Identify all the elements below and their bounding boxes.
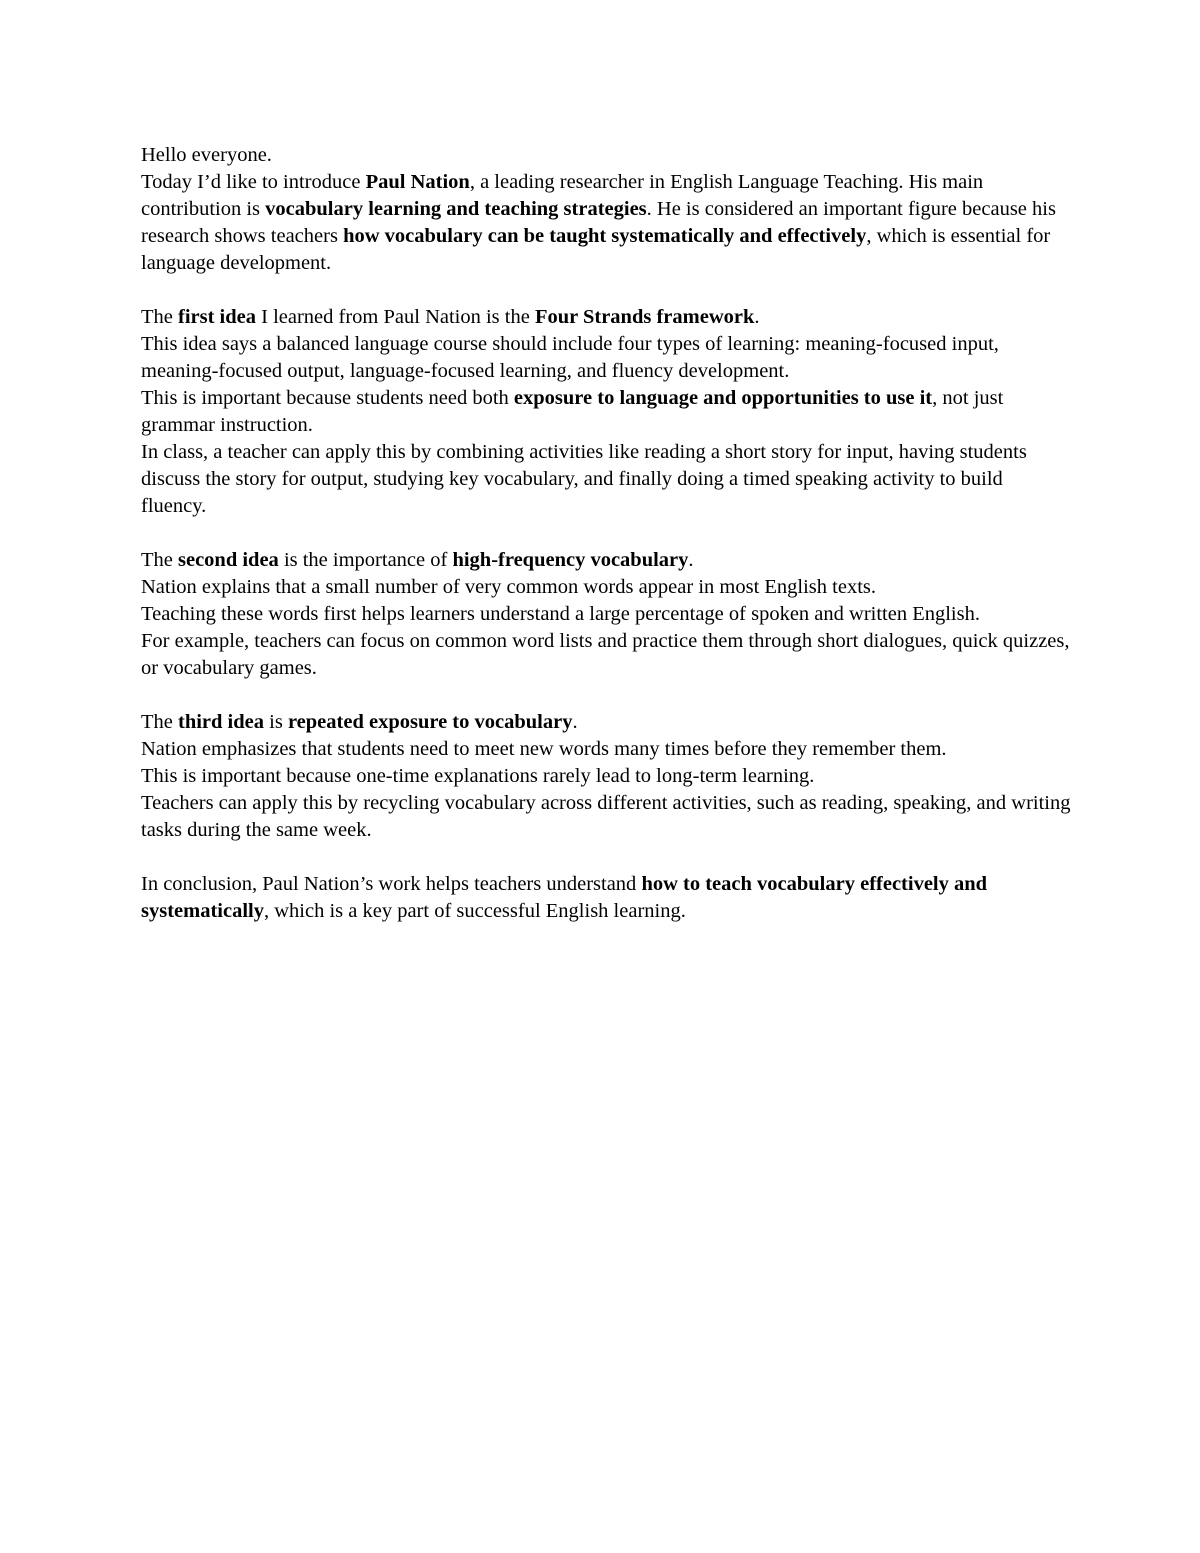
text-run: is the importance of — [278, 549, 453, 571]
bold-text: second idea — [178, 549, 279, 571]
paragraph — [141, 871, 1071, 925]
paragraph — [141, 547, 1071, 682]
text-run: Teachers can apply this by recycling vocabulary across different activities, such as reading, speaking, and writing tasks during the same week. — [141, 792, 1071, 841]
bold-text: high-frequency vocabulary — [452, 549, 689, 571]
paragraph — [141, 709, 1071, 844]
text-run: Nation emphasizes that students need to meet new words many times before they remember them. — [141, 738, 947, 760]
bold-text: how vocabulary can be taught systematically and effectively — [343, 225, 867, 247]
text-line — [141, 331, 1071, 385]
text-run: For example, teachers can focus on common word lists and practice them through short dialogues, quick quizzes, or vocabulary games. — [141, 630, 1070, 679]
text-run: , which is essential for language development. — [141, 225, 1051, 274]
bold-text: Paul Nation — [365, 171, 470, 193]
paragraph — [141, 142, 1071, 277]
text-run: This is important because students need both — [141, 387, 514, 409]
bold-text: Four Strands framework — [534, 306, 755, 328]
text-line — [141, 709, 1071, 736]
text-run: In conclusion, Paul Nation’s work helps teachers understand — [141, 873, 642, 895]
text-run: Teaching these words first helps learners understand a large percentage of spoken and written English. — [141, 603, 980, 625]
text-run: . He is considered an important figure because his research shows teachers — [141, 198, 1056, 247]
text-run: , a leading researcher in English Language Teaching. His main contribution is — [141, 171, 984, 220]
text-line — [141, 169, 1071, 277]
bold-text: repeated exposure to vocabulary — [287, 711, 573, 733]
paragraph — [141, 304, 1071, 520]
bold-text: how to teach vocabulary effectively and systematically — [141, 873, 988, 922]
text-run: This idea says a balanced language course should include four types of learning: meaning-focused input, meaning-focused output, language-focused learning, and fluency development. — [141, 333, 999, 382]
text-line — [141, 439, 1071, 520]
text-line — [141, 763, 1071, 790]
text-run: I learned from Paul Nation is the — [256, 306, 535, 328]
text-line — [141, 871, 1071, 925]
text-run: Nation explains that a small number of very common words appear in most English texts. — [141, 576, 877, 598]
text-line — [141, 601, 1071, 628]
text-run: The — [141, 306, 178, 328]
text-run: Hello everyone. — [141, 144, 272, 166]
text-line — [141, 304, 1071, 331]
text-run: , not just grammar instruction. — [141, 387, 1004, 436]
bold-text: exposure to language and opportunities to use it — [513, 387, 933, 409]
text-line — [141, 574, 1071, 601]
text-line — [141, 628, 1071, 682]
bold-text: third idea — [178, 711, 264, 733]
text-line — [141, 142, 1071, 169]
text-line — [141, 385, 1071, 439]
text-run: , which is a key part of successful English learning. — [263, 900, 686, 922]
text-run: is — [264, 711, 288, 733]
document-body — [141, 142, 1071, 952]
text-run: In class, a teacher can apply this by combining activities like reading a short story for input, having students discuss the story for output, studying key vocabulary, and finally doing a timed speaking activity to build fluency. — [141, 441, 1027, 517]
bold-text: first idea — [178, 306, 256, 328]
text-run: . — [754, 306, 760, 328]
text-run: This is important because one-time explanations rarely lead to long-term learning. — [141, 765, 815, 787]
text-run: . — [572, 711, 578, 733]
text-run: Today I’d like to introduce — [141, 171, 366, 193]
text-line — [141, 790, 1071, 844]
text-line — [141, 736, 1071, 763]
text-run: The — [141, 711, 178, 733]
bold-text: vocabulary learning and teaching strategies — [265, 198, 647, 220]
text-line — [141, 547, 1071, 574]
text-run: . — [688, 549, 694, 571]
text-run: The — [141, 549, 178, 571]
